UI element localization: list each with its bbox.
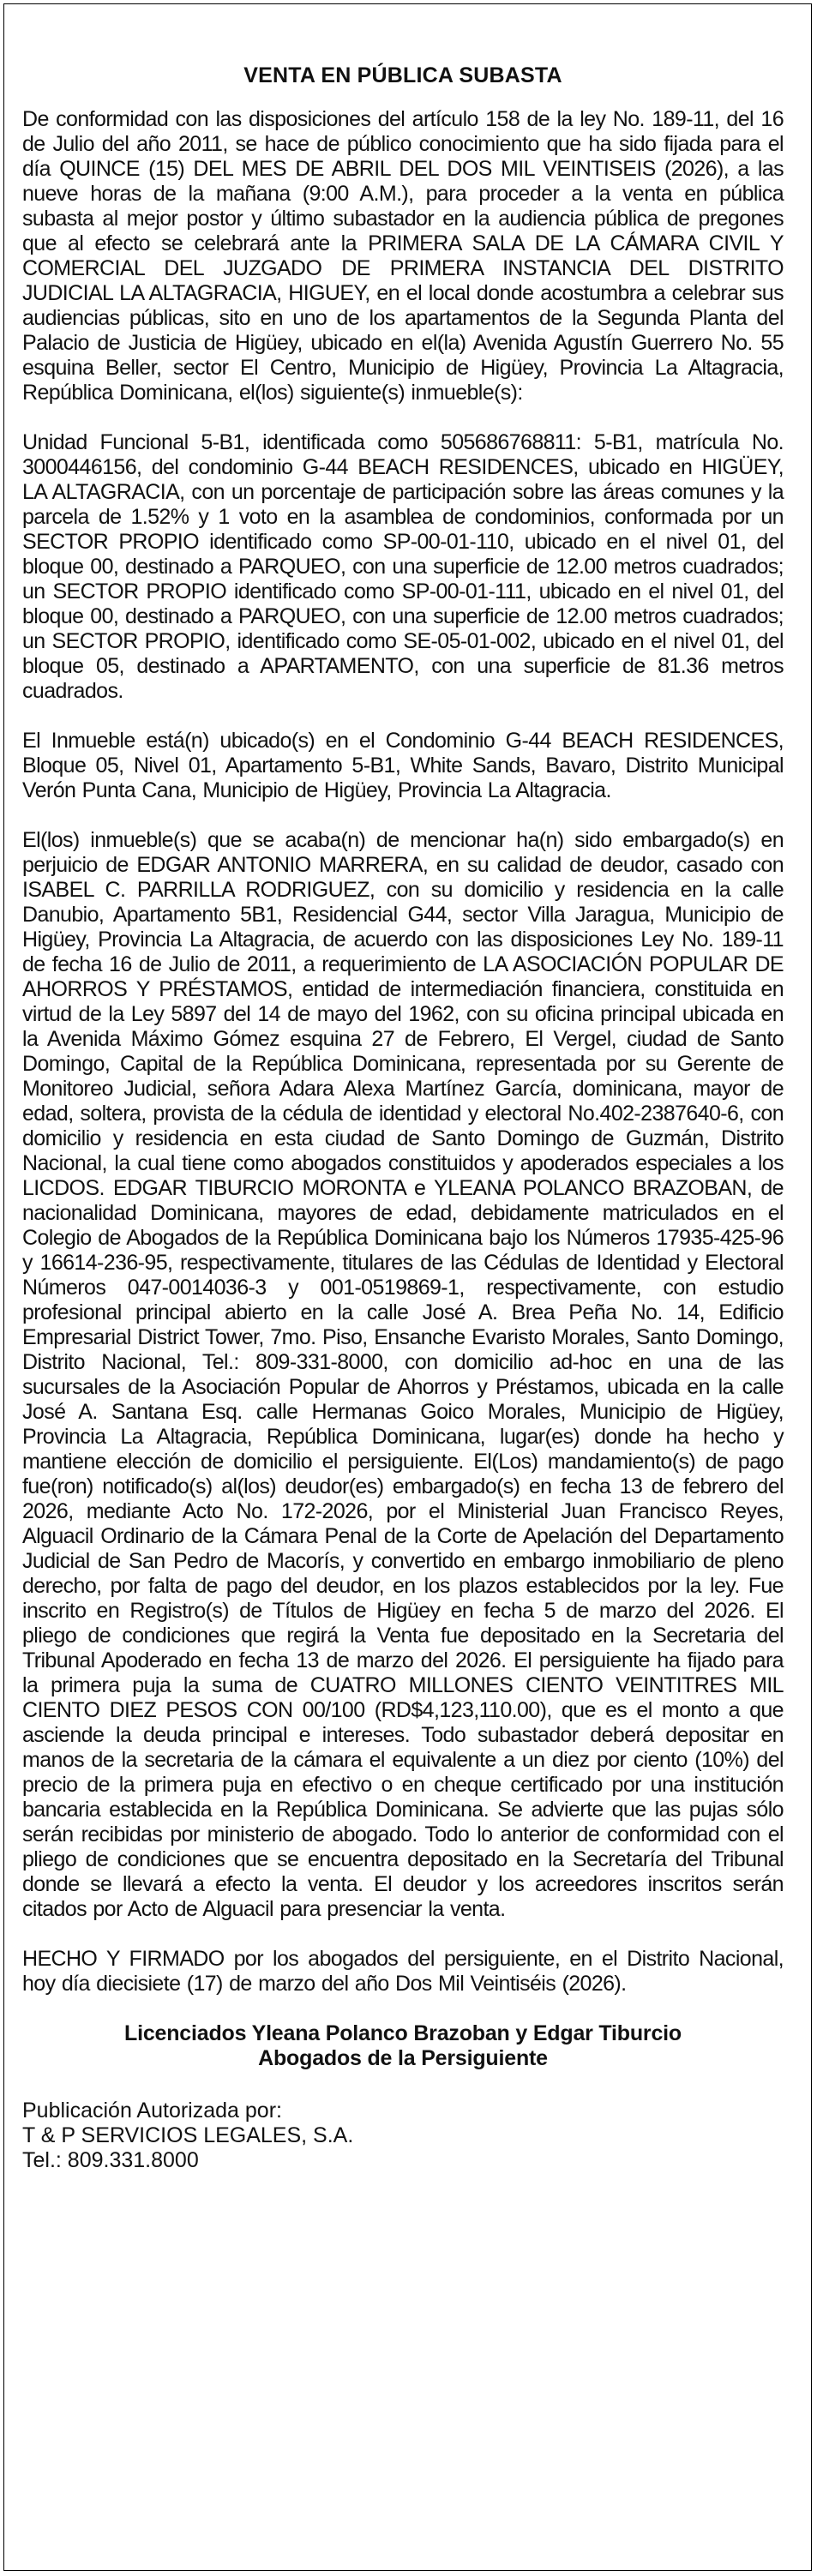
paragraph-auction-announcement: De conformidad con las disposiciones del artículo 158 de la ley No. 189-11, del 16 de Julio del año 2011, se hace de público conocimiento que ha sido fijada para el día QUINCE (15) DEL MES DE ABRIL DEL DOS MIL VEINTISEIS (2026), a las nueve horas de la mañana (9:00 A.M.), para proceder a la venta en pública subasta al mejor postor y último subastador en la audiencia pública de pregones que al efecto se celebrará ante la PRIMERA SALA DE LA CÁMARA CIVIL Y COMERCIAL DEL JUZGADO DE PRIMERA INSTANCIA DEL DISTRITO JUDICIAL LA ALTAGRACIA, HIGUEY, en el local donde acostumbra a celebrar sus audiencias públicas, sito en uno de los apartamentos de la Segunda Planta del Palacio de Justicia de Higüey, ubicado en el(la) Avenida Agustín Guerrero No. 55 esquina Beller, sector El Centro, Municipio de Higüey, Provincia La Altagracia, República Dominicana, el(los) siguiente(s) inmueble(s):	[22, 107, 784, 405]
publication-company: T & P SERVICIOS LEGALES, S.A.	[22, 2123, 354, 2147]
publication-phone: Tel.: 809.331.8000	[22, 2148, 199, 2172]
signature-role: Abogados de la Persiguiente	[258, 2046, 548, 2070]
paragraph-signed-statement: HECHO Y FIRMADO por los abogados del persiguiente, en el Distrito Nacional, hoy día diecisiete (17) de marzo del año Dos Mil Veintiséis (2026).	[22, 1947, 784, 1996]
signature-block	[22, 2021, 784, 2071]
paragraph-seizure-details: El(los) inmueble(s) que se acaba(n) de mencionar ha(n) sido embargado(s) en perjuicio de EDGAR ANTONIO MARRERA, en su calidad de deudor, casado con ISABEL C. PARRILLA RODRIGUEZ, con su domicilio y residencia en la calle Danubio, Apartamento 5B1, Residencial G44, sector Villa Jaragua, Municipio de Higüey, Provincia La Altagracia, de acuerdo con las disposiciones Ley No. 189-11 de fecha 16 de Julio de 2011, a requerimiento de LA ASOCIACIÓN POPULAR DE AHORROS Y PRÉSTAMOS, entidad de intermediación financiera, constituida en virtud de la Ley 5897 del 14 de mayo del 1962, con su oficina principal ubicada en la Avenida Máximo Gómez esquina 27 de Febrero, El Vergel, ciudad de Santo Domingo, Capital de la República Dominicana, representada por su Gerente de Monitoreo Judicial, señora Adara Alexa Martínez García, dominicana, mayor de edad, soltera, provista de la cédula de identidad y electoral No.402-2387640-6, con domicilio y residencia en esta ciudad de Santo Domingo de Guzmán, Distrito Nacional, la cual tiene como abogados constituidos y apoderados especiales a los LICDOS. EDGAR TIBURCIO MORONTA e YLEANA POLANCO BRAZOBAN, de nacionalidad Dominicana, mayores de edad, debidamente matriculados en el Colegio de Abogados de la República Dominicana bajo los Números 17935-425-96 y 16614-236-95, respectivamente, titulares de las Cédulas de Identidad y Electoral Números 047-0014036-3 y 001-0519869-1, respectivamente, con estudio profesional principal abierto en la calle José A. Brea Peña No. 14, Edificio Empresarial District Tower, 7mo. Piso, Ensanche Evaristo Morales, Santo Domingo, Distrito Nacional, Tel.: 809-331-8000, con domicilio ad-hoc en una de las sucursales de la Asociación Popular de Ahorros y Préstamos, ubicada en la calle José A. Santana Esq. calle Hermanas Goico Morales, Municipio de Higüey, Provincia La Altagracia, República Dominicana, lugar(es) donde ha hecho y mantiene elección de domicilio el persiguiente. El(Los) mandamiento(s) de pago fue(ron) notificado(s) al(los) deudor(es) embargado(s) en fecha 13 de febrero del 2026, mediante Acto No. 172-2026, por el Ministerial Juan Francisco Reyes, Alguacil Ordinario de la Cámara Penal de la Corte de Apelación del Departamento Judicial de San Pedro de Macorís, y convertido en embargo inmobiliario de pleno derecho, por falta de pago del deudor, en los plazos establecidos por la ley. Fue inscrito en Registro(s) de Títulos de Higüey en fecha 5 de marzo del 2026. El pliego de condiciones que regirá la Venta fue depositado en la Secretaria del Tribunal Apoderado en fecha 13 de marzo del 2026. El persiguiente ha fijado para la primera puja la suma de CUATRO MILLONES CIENTO VEINTITRES MIL CIENTO DIEZ PESOS CON 00/100 (RD$4,123,110.00), que es el monto a que asciende la deuda principal e intereses. Todo subastador deberá depositar en manos de la secretaria de la cámara el equivalente a un diez por ciento (10%) del precio de la primera puja en efectivo o en cheque certificado por una institución bancaria establecida en la República Dominicana. Se advierte que las pujas sólo serán recibidas por ministerio de abogado. Todo lo anterior de conformidad con el pliego de condiciones que se encuentra depositado en la Secretaría del Tribunal donde se llevará a efecto la venta. El deudor y los acreedores inscritos serán citados por Acto de Alguacil para presenciar la venta.	[22, 828, 784, 1921]
publication-label: Publicación Autorizada por:	[22, 2099, 282, 2123]
paragraph-property-location: El Inmueble está(n) ubicado(s) en el Condominio G-44 BEACH RESIDENCES, Bloque 05, Nivel 01, Apartamento 5-B1, White Sands, Bavaro, Distrito Municipal Verón Punta Cana, Municipio de Higüey, Provincia La Altagracia.	[22, 729, 784, 802]
paragraph-property-description: Unidad Funcional 5-B1, identificada como 505686768811: 5-B1, matrícula No. 3000446156, del condominio G-44 BEACH RESIDENCES, ubicado en HIGÜEY, LA ALTAGRACIA, con un porcentaje de participación sobre las áreas comunes y la parcela de 1.52% y 1 voto en la asamblea de condominios, conformada por un SECTOR PROPIO identificado como SP-00-01-110, ubicado en el nivel 01, del bloque 00, destinado a PARQUEO, con una superficie de 12.00 metros cuadrados; un SECTOR PROPIO identificado como SP-00-01-111, ubicado en el nivel 01, del bloque 00, destinado a PARQUEO, con una superficie de 12.00 metros cuadrados; un SECTOR PROPIO, identificado como SE-05-01-002, ubicado en el nivel 01, del bloque 05, destinado a APARTAMENTO, con una superficie de 81.36 metros cuadrados.	[22, 430, 784, 703]
signature-names: Licenciados Yleana Polanco Brazoban y Edgar Tiburcio	[124, 2021, 682, 2045]
publication-credit	[22, 2099, 784, 2173]
notice-title: VENTA EN PÚBLICA SUBASTA	[243, 63, 562, 87]
legal-notice	[22, 63, 784, 2173]
